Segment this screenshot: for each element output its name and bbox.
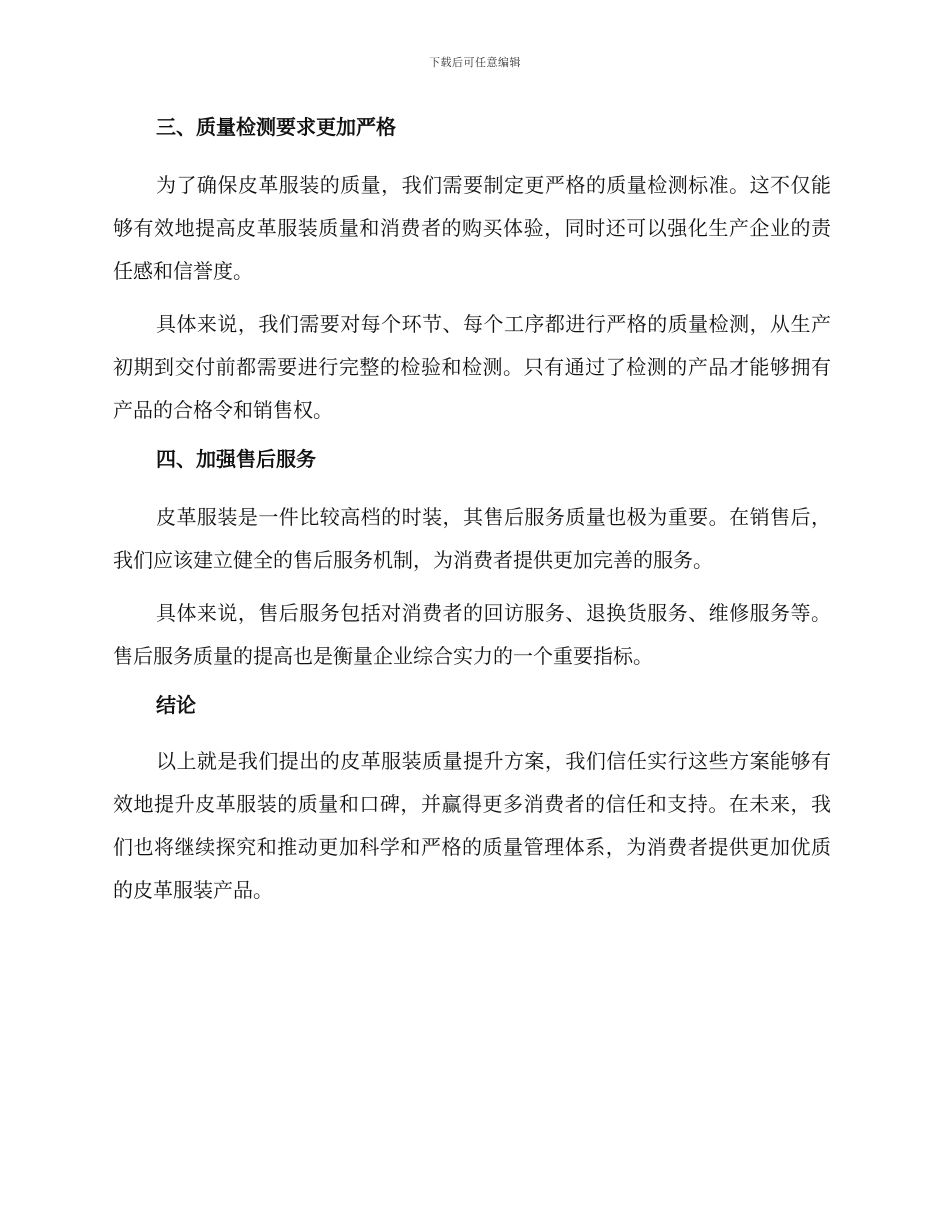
section-heading-quality-inspection: 三、质量检测要求更加严格 [156, 115, 396, 139]
page-header: 下载后可任意编辑 [429, 56, 521, 69]
section-heading-conclusion: 结论 [156, 693, 196, 717]
document-body [113, 112, 831, 912]
paragraph: 具体来说，我们需要对每个环节、每个工序都进行严格的质量检测，从生产初期到交付前都需要进行完整的检验和检测。只有通过了检测的产品才能够拥有产品的合格令和销售权。 [113, 312, 831, 422]
section-heading-after-sales: 四、加强售后服务 [156, 447, 316, 471]
paragraph: 为了确保皮革服装的质量，我们需要制定更严格的质量检测标准。这不仅能够有效地提高皮革服装质量和消费者的购买体验，同时还可以强化生产企业的责任感和信誉度。 [113, 173, 831, 283]
paragraph: 以上就是我们提出的皮革服装质量提升方案，我们信任实行这些方案能够有效地提升皮革服装的质量和口碑，并赢得更多消费者的信任和支持。在未来，我们也将继续探究和推动更加科学和严格的质量管理体系，为消费者提供更加优质的皮革服装产品。 [113, 749, 831, 902]
paragraph: 具体来说，售后服务包括对消费者的回访服务、退换货服务、维修服务等。售后服务质量的提高也是衡量企业综合实力的一个重要指标。 [113, 601, 831, 668]
paragraph: 皮革服装是一件比较高档的时装，其售后服务质量也极为重要。在销售后，我们应该建立健全的售后服务机制，为消费者提供更加完善的服务。 [113, 505, 831, 572]
